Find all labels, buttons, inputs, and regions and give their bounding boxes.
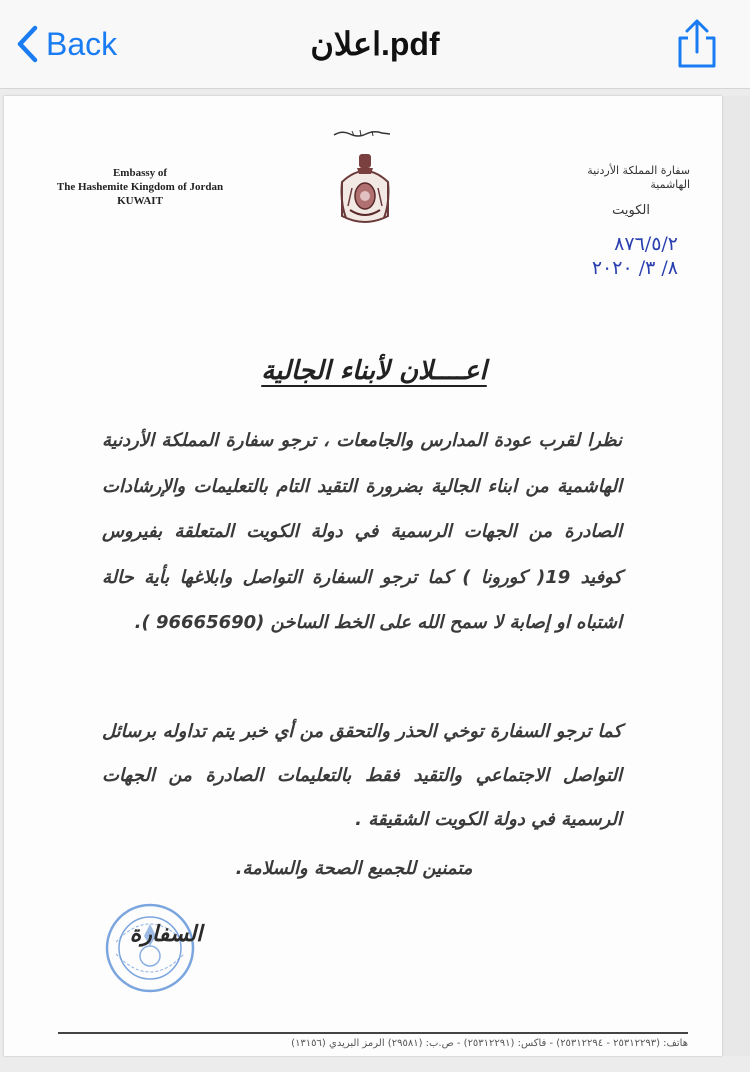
embassy-name-english <box>40 166 240 208</box>
navigation-bar <box>0 0 750 89</box>
announcement-paragraph-1: نظرا لقرب عودة المدارس والجامعات ، ترجو سفارة المملكة الأردنية الهاشمية من ابناء الجالية بضرورة التقيد التام بالتعليمات والإرشادات الصادرة من الجهات الرسمية في دولة الكويت المتعلقة بفيروس كوفيد 19( كورونا ) كما ترجو السفارة التواصل وابلاغها بأية حالة اشتباه او إصابة لا سمح الله على الخط الساخن (96665690 ). <box>102 430 622 633</box>
letterhead-line: Embassy of <box>112 167 168 179</box>
arabic-embassy-name: سفارة المملكة الأردنية الهاشمية <box>587 164 690 191</box>
letterhead-line: KUWAIT <box>117 195 163 207</box>
arabic-city: الكويت <box>612 203 650 218</box>
closing-line: متمنين للجميع الصحة والسلامة. <box>235 858 473 879</box>
announcement-paragraph-2: كما ترجو السفارة توخي الحذر والتحقق من أي خبر يتم تداوله برسائل التواصل الاجتماعي والتقيد فقط بالتعليمات الصادرة من الجهات الرسمية في دولة الكويت الشقيقة . <box>102 721 622 830</box>
embassy-name-arabic <box>560 164 690 218</box>
jordan-coat-of-arms-icon <box>338 152 392 228</box>
footer-divider <box>58 1032 688 1034</box>
embassy-stamp-icon <box>104 902 196 994</box>
bismillah-calligraphy <box>332 128 392 138</box>
signature: السفارة <box>129 922 203 947</box>
share-icon[interactable] <box>672 18 722 70</box>
back-label[interactable]: Back <box>46 25 118 62</box>
reference-number: ٨٧٦/٥/٢ <box>614 233 678 255</box>
letterhead-line: The Hashemite Kingdom of Jordan <box>56 181 224 193</box>
pdf-page[interactable] <box>4 96 722 1056</box>
reference-date: ٨/ ٣/ ٢٠٢٠ <box>591 257 678 279</box>
announcement-heading: اعــــلان لأبناء الجالية <box>261 356 487 386</box>
document-title: اعلان.pdf <box>310 26 440 62</box>
page-margin <box>722 96 750 1056</box>
footer-contact: هاتف: (٢٥٣١٢٢٩٣ - ٢٥٣١٢٢٩٤) - فاكس: (٢٥٣١٢٢٩١) - ص.ب: (٢٩٥٨١) الرمز البريدي (١٣١٥٦) <box>291 1038 688 1049</box>
